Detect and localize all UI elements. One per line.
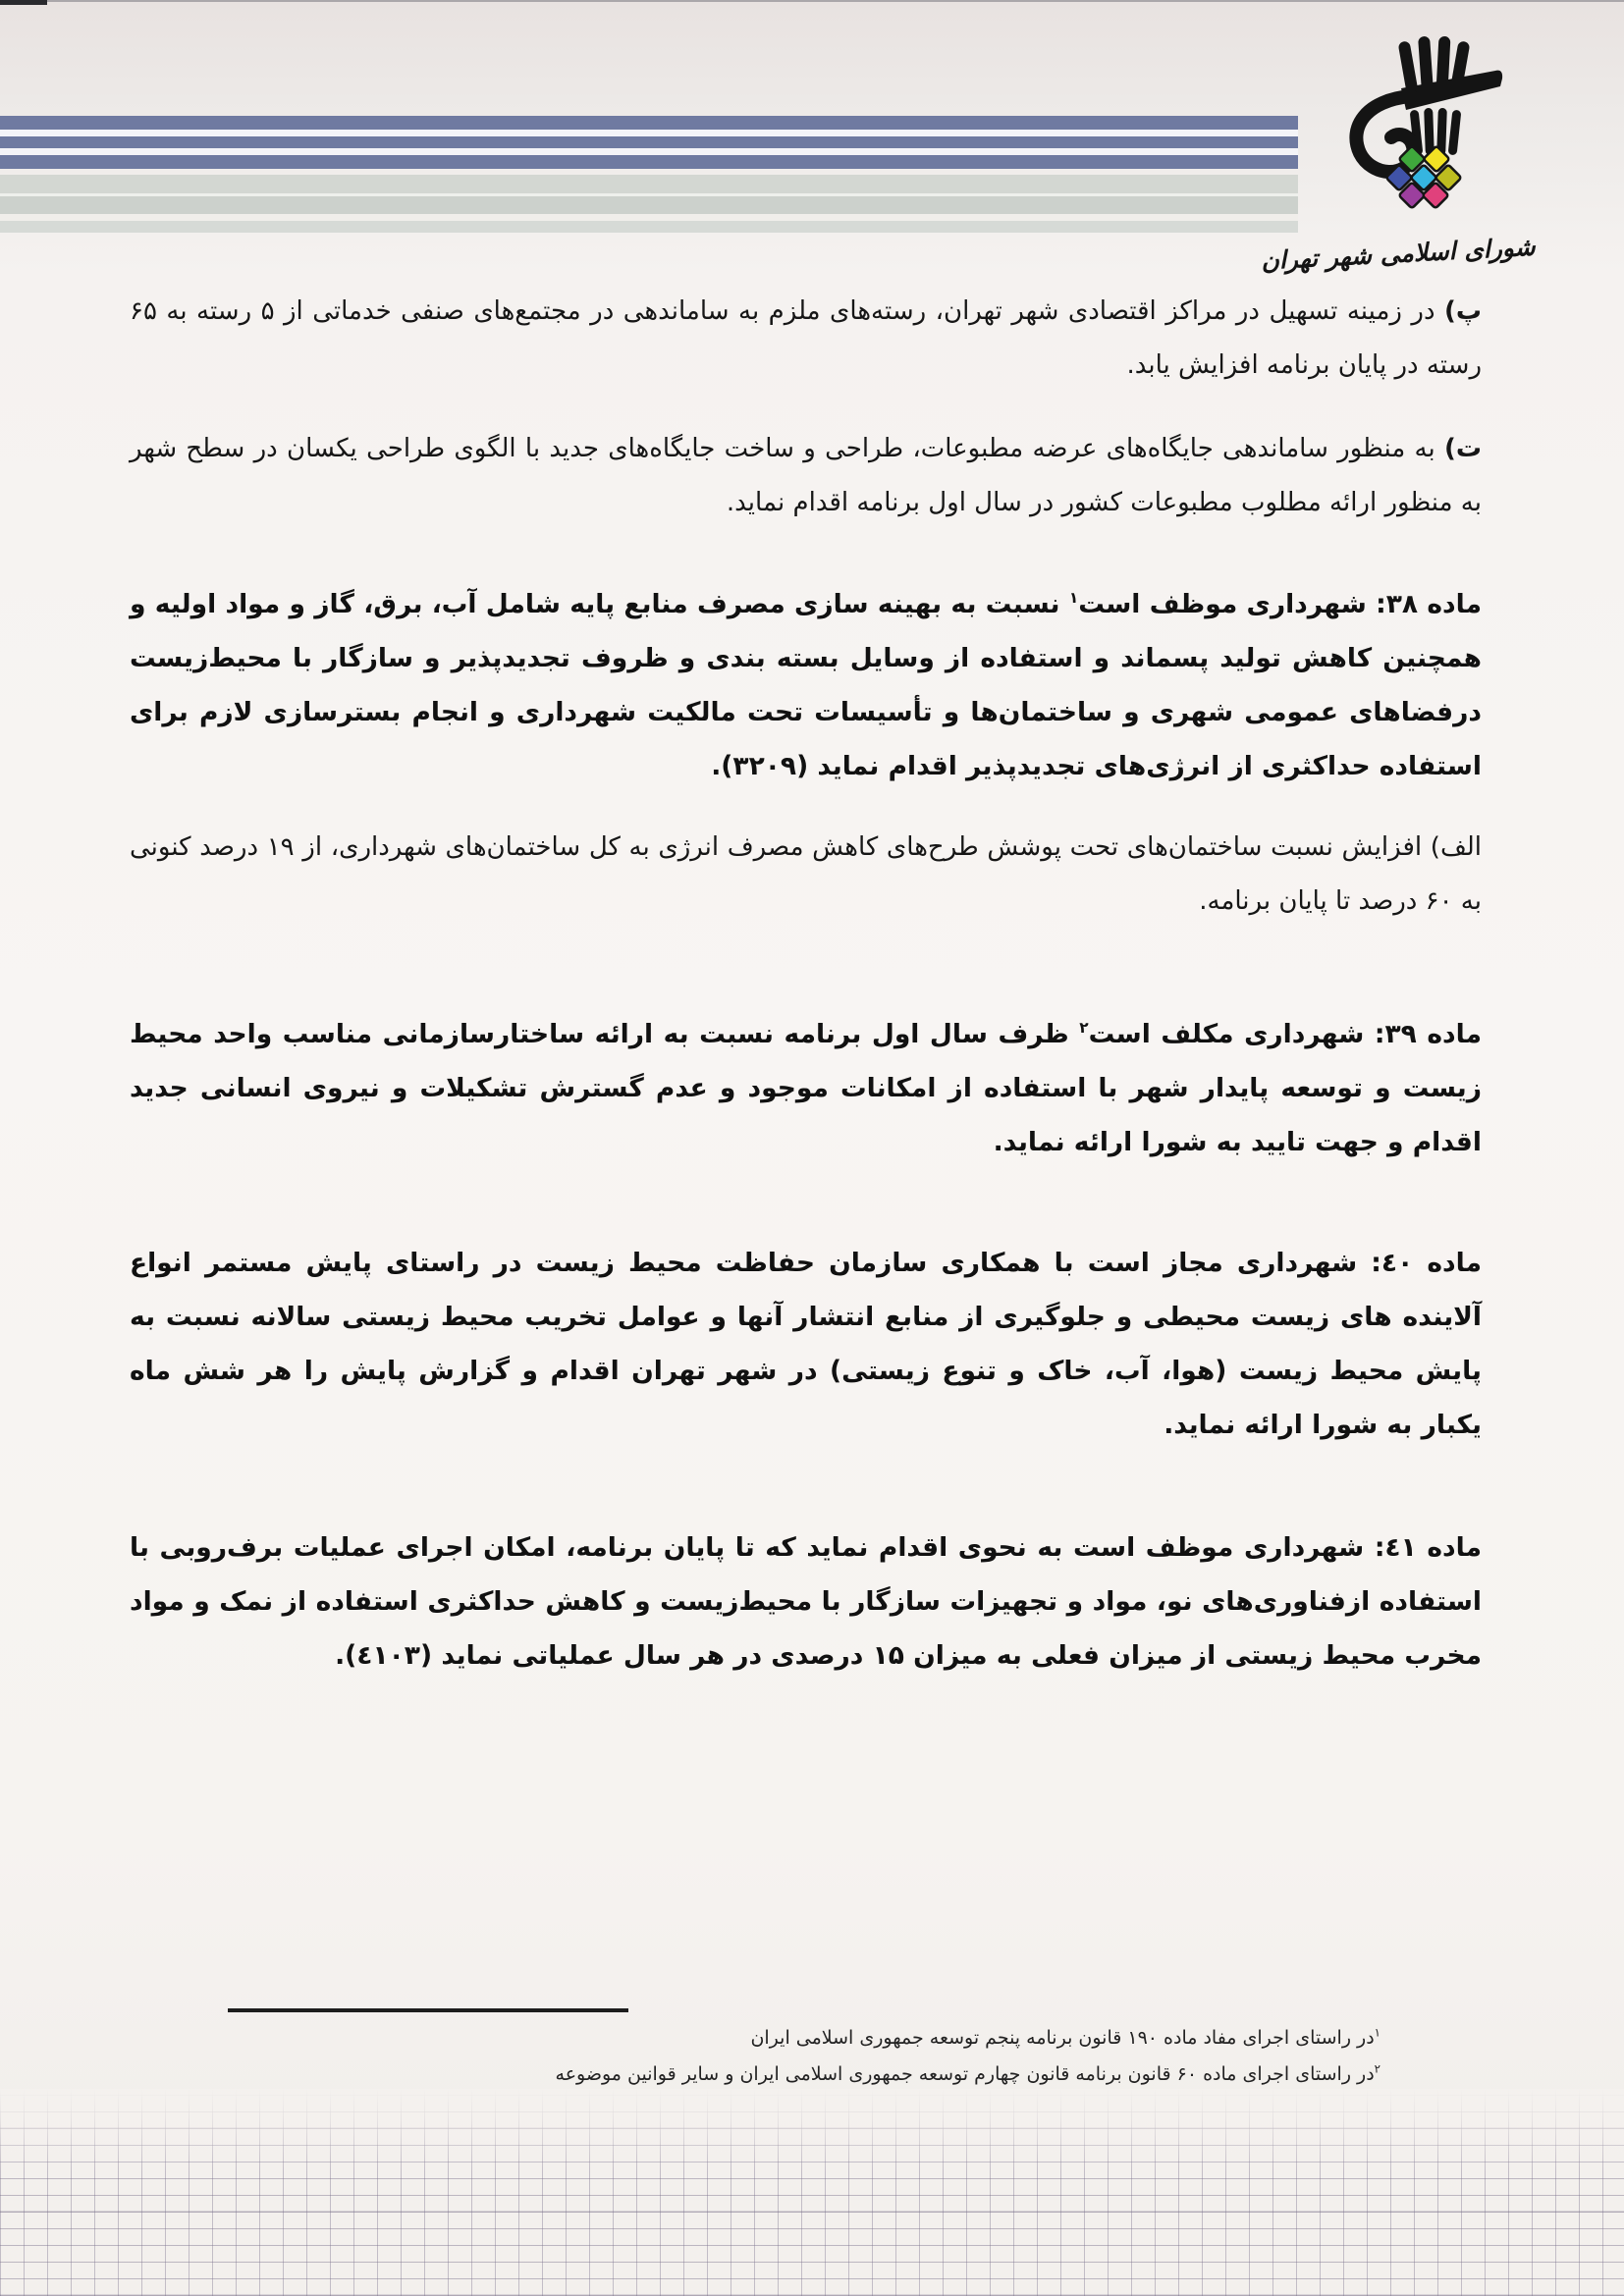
- paragraph-clause-te: [130, 422, 1482, 530]
- paragraph-clause-alef: [130, 821, 1482, 929]
- header-stripe-blue-3: [0, 155, 1298, 169]
- footnote-2-marker: ۲: [1374, 2061, 1380, 2076]
- footnote-2: [497, 2056, 1380, 2093]
- footnote-1: [497, 2020, 1380, 2056]
- footnote-separator: [228, 2008, 628, 2012]
- clause-te-text: به منظور ساماندهی جایگاه‌های عرضه مطبوعات، طراحی و ساخت جایگاه‌های جدید با الگوی طراحی یکسان در سطح شهر به منظور ارائه مطلوب مطبوعات کشور در سال اول برنامه اقدام نماید.: [130, 434, 1482, 517]
- header-stripe-gray-3: [0, 221, 1298, 233]
- footnote-ref-1: ۱: [1068, 589, 1079, 608]
- footnote-ref-2: ۲: [1079, 1019, 1089, 1038]
- clause-te-label: ت): [1443, 434, 1482, 463]
- article-39-text: ماده ۳۹: شهرداری مکلف است: [1088, 1019, 1482, 1049]
- article-38-text: ماده ۳۸: شهرداری موظف است: [1078, 589, 1482, 619]
- logo-caption: شورای اسلامی شهر تهران: [1260, 232, 1537, 276]
- clause-pe-text: در زمینه تسهیل در مراکز اقتصادی شهر تهران، رسته‌های ملزم به ساماندهی در مجتمع‌های صنفی خدماتی از ۵ رسته به ۶۵ رسته در پایان برنامه افزایش یابد.: [130, 296, 1482, 380]
- article-38-text-cont: نسبت به بهینه سازی مصرف منابع پایه شامل آب، برق، گاز و مواد اولیه و همچنین کاهش تولید پسماند و استفاده از وسایل بسته بندی و ظروف تجدیدپذیر و سازگار با محیط‌زیست درفضاهای عمومی شهری و ساختمان‌ها و تأسیسات تحت مالکیت شهرداری و انجام بسترسازی لازم برای استفاده حداکثری از انرژی‌های تجدیدپذیر اقدام نماید (۳۲۰۹).: [130, 589, 1482, 781]
- graph-paper-fade: [0, 2089, 1624, 2172]
- header-stripe-gap: [0, 130, 1298, 136]
- paragraph-article-40: [130, 1236, 1482, 1452]
- footnote-1-marker: ۱: [1374, 2025, 1380, 2040]
- header-stripes: [0, 0, 1298, 236]
- paragraph-article-39: [130, 1007, 1482, 1169]
- clause-pe-label: پ): [1443, 296, 1482, 326]
- paragraph-clause-pe: [130, 285, 1482, 393]
- article-39-text-cont: ظرف سال اول برنامه نسبت به ارائه ساختارسازمانی مناسب واحد محیط زیست و توسعه پایدار شهر با استفاده از امکانات موجود و عدم گسترش تشکیلات و نیروی انسانی جدید اقدام و جهت تایید به شورا ارائه نماید.: [130, 1019, 1482, 1157]
- article-40-text: ماده ٤٠: شهرداری مجاز است با همکاری سازمان حفاظت محیط زیست در راستای پایش مستمر انواع آلاینده های زیست محیطی و جلوگیری از منابع انتشار آنها و عوامل تخریب محیط زیستی سالانه نسبت به پایش محیط زیست (هوا، آب، خاک و تنوع زیستی) در شهر تهران اقدام و گزارش پایش را هر شش ماه یکبار به شورا ارائه نماید.: [130, 1248, 1483, 1440]
- paragraph-article-38: [130, 577, 1482, 793]
- footnotes: [497, 2020, 1380, 2093]
- document-body: [130, 285, 1482, 1682]
- header-stripe-gray-2: [0, 196, 1298, 214]
- footnote-2-text: در راستای اجرای ماده ۶۰ قانون برنامه قانون چهارم توسعه جمهوری اسلامی ایران و سایر قوانین موضوعه: [555, 2063, 1375, 2085]
- footnote-1-text: در راستای اجرای مفاد ماده ۱۹۰ قانون برنامه پنجم توسعه جمهوری اسلامی ایران: [750, 2027, 1375, 2049]
- header-stripe-blue-1: [0, 116, 1298, 130]
- header-stripe-gap: [0, 148, 1298, 155]
- header-stripe-gray-1: [0, 175, 1298, 193]
- header-stripe-gap: [0, 214, 1298, 221]
- clause-alef-text: الف) افزایش نسبت ساختمان‌های تحت پوشش طرح‌های کاهش مصرف انرژی به کل ساختمان‌های شهرداری، از ۱۹ درصد کنونی به ۶۰ درصد تا پایان برنامه.: [130, 832, 1482, 916]
- article-41-text: ماده ٤١: شهرداری موظف است به نحوی اقدام نماید که تا پایان برنامه، امکان اجرای عملیات برف‌روبی با استفاده ازفناوری‌های نو، مواد و تجهیزات سازگار با محیط‌زیست و کاهش حداکثری استفاده از نمک و مواد مخرب محیط زیستی از میزان فعلی به میزان ۱۵ درصدی در هر سال عملیاتی نماید (٤١٠٣).: [130, 1532, 1482, 1671]
- paragraph-article-41: [130, 1521, 1482, 1682]
- header-stripe-blue-2: [0, 136, 1298, 148]
